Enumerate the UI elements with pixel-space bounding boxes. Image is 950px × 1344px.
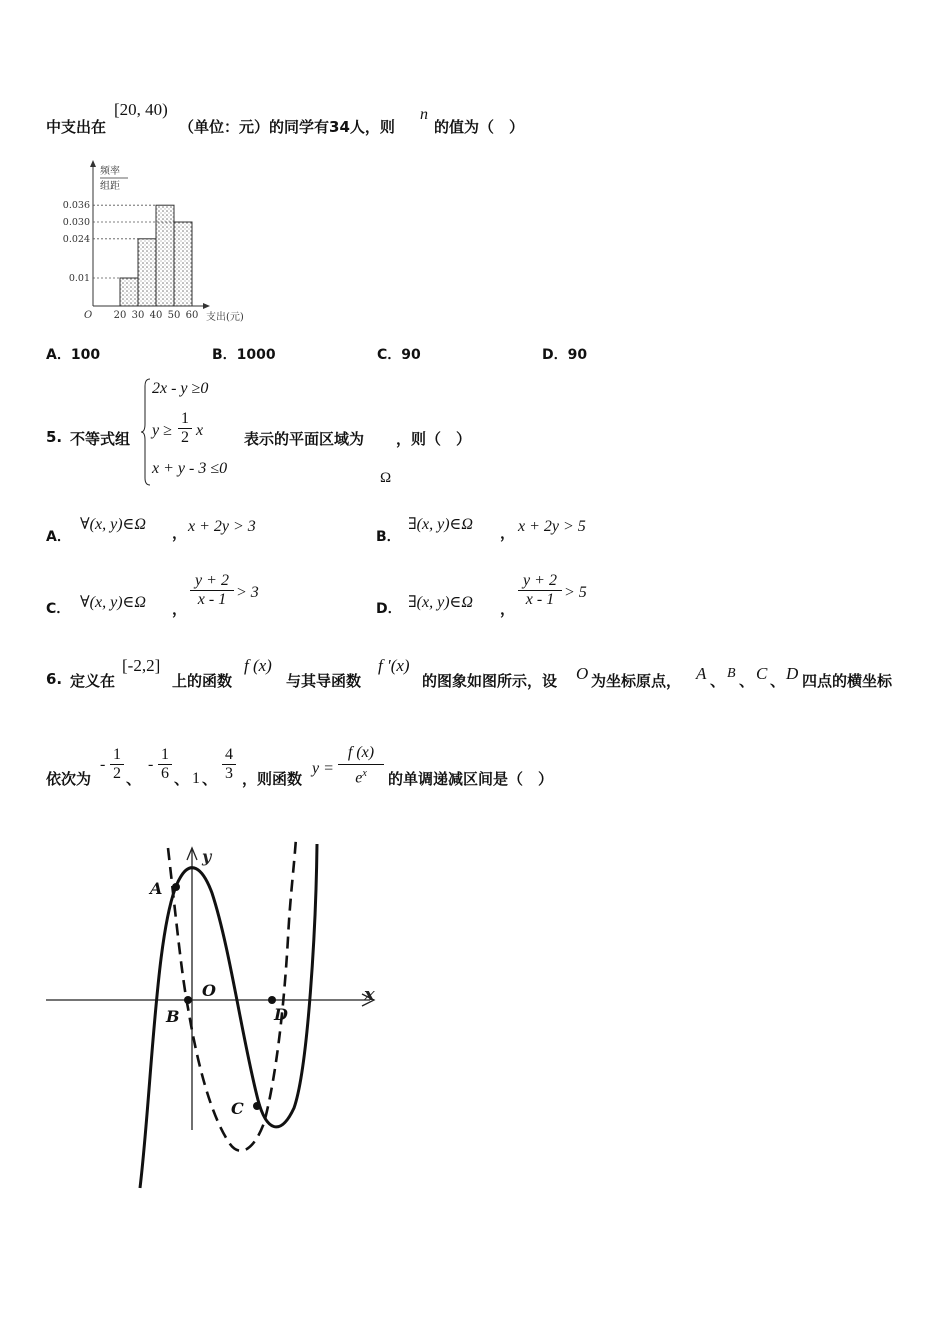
q6-t1: 定义在	[70, 672, 116, 690]
q5-ineq1: 2x - y ≥0	[152, 380, 209, 397]
hist-xlabel: 支出(元)	[206, 312, 244, 323]
q5-option-c-quant: ∀(x, y)∈Ω	[80, 594, 146, 611]
q5-option-c-num: y + 2	[195, 572, 229, 589]
q6-sep-1: 、	[710, 672, 726, 690]
q6-line2-prefix: 依次为	[46, 770, 92, 788]
q6-D: D	[786, 664, 799, 683]
q6-fn-frac	[338, 742, 384, 787]
q6-fpx: f ′(x)	[378, 656, 410, 675]
q5-stem	[46, 376, 926, 492]
graph-point-A	[172, 883, 180, 891]
hist-xtick-2: 30	[131, 310, 145, 321]
q6-t2: 上的函数	[172, 672, 233, 690]
graph-x-label: x	[364, 984, 375, 1005]
hist-xtick-5: 60	[185, 310, 199, 321]
q4-options	[46, 344, 926, 368]
q6-v1-sign: -	[100, 756, 106, 773]
q6-t7: ，则函数	[242, 770, 303, 788]
graph-y-label: y	[202, 847, 212, 866]
hist-bar-1	[120, 278, 138, 306]
graph-label-D: D	[274, 1005, 288, 1024]
q5-text-prefix: 不等式组	[70, 430, 131, 448]
hist-ytick-3: 0.024	[62, 233, 90, 245]
q5-option-d-label: D．	[376, 601, 402, 617]
q6-v2-frac	[158, 746, 172, 783]
q6-v4-den: 3	[225, 765, 233, 782]
q6-v4-frac	[222, 746, 236, 783]
q4-option-b-value: 1000	[236, 347, 276, 363]
hist-xtick-4: 50	[167, 310, 181, 321]
q4-option-a-value: 100	[70, 347, 101, 363]
q4-text-prefix: 中支出在	[46, 118, 107, 136]
q5-option-b-expr: x + 2y > 5	[518, 518, 586, 535]
q6-t5: 为坐标原点，	[591, 672, 682, 690]
q6-fn-den-wrap	[338, 765, 384, 787]
q5-option-a-quant: ∀(x, y)∈Ω	[80, 516, 146, 533]
q6-v4-num: 4	[225, 746, 233, 763]
hist-bar-3	[156, 205, 174, 306]
q4-option-d[interactable]	[542, 344, 587, 364]
q6-B: B	[727, 666, 736, 681]
q5-option-d-frac	[518, 572, 562, 609]
q5-option-b-sep: ，	[500, 524, 516, 542]
q6-fn-num: f (x)	[347, 744, 375, 761]
q6-v-sep-2: 、	[174, 770, 190, 788]
hist-y-arrow	[90, 160, 96, 167]
q6-v2-den: 6	[161, 765, 169, 782]
q6-fx: f (x)	[244, 656, 272, 675]
q4-option-a[interactable]	[46, 344, 100, 364]
q5-text-suffix2: ，则（ ）	[396, 430, 472, 448]
graph-label-O: O	[202, 981, 216, 1000]
graph-point-B	[184, 996, 192, 1004]
q5-omega: Ω	[380, 470, 392, 486]
hist-bar-2	[138, 239, 156, 306]
q6-sep-3: 、	[770, 672, 786, 690]
q5-option-d-num: y + 2	[523, 572, 557, 589]
q5-option-a-sep: ，	[172, 524, 188, 542]
q6-stem-line2	[46, 742, 926, 798]
hist-ytick-2: 0.030	[62, 217, 90, 228]
q4-option-c-value: 90	[401, 347, 421, 363]
q4-var-n: n	[420, 106, 428, 123]
q4-interval: [20, 40)	[114, 100, 168, 119]
q5-ineq2-den: 2	[181, 429, 189, 446]
q5-ineq2-right: x	[196, 422, 204, 439]
q5-option-d-quant: ∃(x, y)∈Ω	[408, 594, 473, 611]
q6-v1-den: 2	[113, 765, 121, 782]
q6-v3: 1	[192, 770, 200, 787]
q4-option-b[interactable]	[212, 344, 276, 364]
graph-point-C	[253, 1102, 261, 1110]
q6-stem-line1	[46, 650, 926, 690]
q6-fn-den: e	[355, 769, 363, 787]
q5-option-c-tail: > 3	[236, 584, 259, 601]
graph-point-D	[268, 996, 276, 1004]
q6-number: 6.	[46, 670, 63, 688]
q5-ineq2-frac	[178, 410, 192, 447]
q5-text-suffix: 表示的平面区域为	[244, 430, 365, 448]
graph-label-B: B	[166, 1007, 180, 1026]
q4-text-suffix: 的值为（ ）	[434, 118, 525, 136]
q5-option-a-label: A．	[46, 529, 71, 545]
q5-option-a-expr: x + 2y > 3	[188, 518, 256, 535]
hist-ylabel-top: 频率	[100, 166, 120, 177]
hist-xtick-1: 20	[113, 310, 127, 321]
q5-option-d[interactable]	[376, 570, 676, 620]
q5-option-c-frac	[190, 572, 234, 609]
hist-ytick-1: 0.036	[62, 200, 90, 212]
q4-histogram	[46, 158, 266, 328]
hist-origin: O	[84, 310, 93, 321]
q6-t8: 的单调递减区间是（ ）	[388, 770, 554, 788]
q6-A: A	[696, 664, 707, 683]
q6-t6: 四点的横坐标	[802, 672, 893, 690]
q5-option-a[interactable]	[46, 512, 346, 546]
q5-option-c[interactable]	[46, 570, 346, 620]
q6-function-graph	[40, 838, 390, 1198]
q6-interval: [-2,2]	[122, 656, 161, 675]
graph-label-A: A	[150, 879, 163, 898]
q4-option-d-label: D．	[542, 347, 568, 363]
q5-option-c-label: C．	[46, 601, 71, 617]
q5-option-b-label: B．	[376, 529, 401, 545]
q4-option-b-label: B．	[212, 347, 237, 363]
q4-text-middle: （单位：元）的同学有34人，则	[179, 118, 395, 136]
q6-y-eq: y =	[312, 760, 334, 777]
q6-v1-num: 1	[113, 746, 121, 763]
q6-v2-sign: -	[148, 756, 154, 773]
q6-v-sep-1: 、	[126, 770, 142, 788]
q4-option-c[interactable]	[377, 344, 421, 364]
hist-x-arrow	[203, 303, 210, 309]
q5-option-b-quant: ∃(x, y)∈Ω	[408, 516, 473, 533]
q6-O: O	[576, 664, 589, 683]
q5-option-d-den: x - 1	[525, 591, 555, 608]
hist-ylabel-bottom: 组距	[100, 181, 120, 192]
graph-label-C: C	[231, 1099, 244, 1118]
hist-ytick-4: 0.01	[68, 273, 90, 284]
q6-v-sep-3: 、	[202, 770, 218, 788]
q4-option-a-label: A．	[46, 347, 71, 363]
q4-stem	[46, 100, 926, 140]
q5-system-brace	[140, 378, 152, 486]
q6-fn-den-sup: x	[362, 768, 367, 779]
q6-v1-frac	[110, 746, 124, 783]
q5-ineq2-num: 1	[181, 410, 189, 427]
q6-C: C	[756, 664, 768, 683]
q5-option-d-tail: > 5	[564, 584, 587, 601]
q5-number: 5.	[46, 428, 63, 446]
q5-ineq3: x + y - 3 ≤0	[152, 460, 228, 477]
q6-sep-2: 、	[739, 672, 755, 690]
q4-option-c-label: C．	[377, 347, 402, 363]
q5-option-c-den: x - 1	[197, 591, 227, 608]
hist-xtick-3: 40	[149, 310, 163, 321]
q4-option-d-value: 90	[567, 347, 588, 363]
q6-t3: 与其导函数	[286, 672, 362, 690]
q5-option-b[interactable]	[376, 512, 676, 546]
hist-bar-4	[174, 222, 192, 306]
q5-option-c-sep: ，	[172, 600, 188, 618]
q5-option-d-sep: ，	[500, 600, 516, 618]
q5-ineq2-left: y ≥	[152, 422, 172, 439]
q6-t4: 的图象如图所示，设	[422, 672, 558, 690]
q6-v2-num: 1	[161, 746, 169, 763]
